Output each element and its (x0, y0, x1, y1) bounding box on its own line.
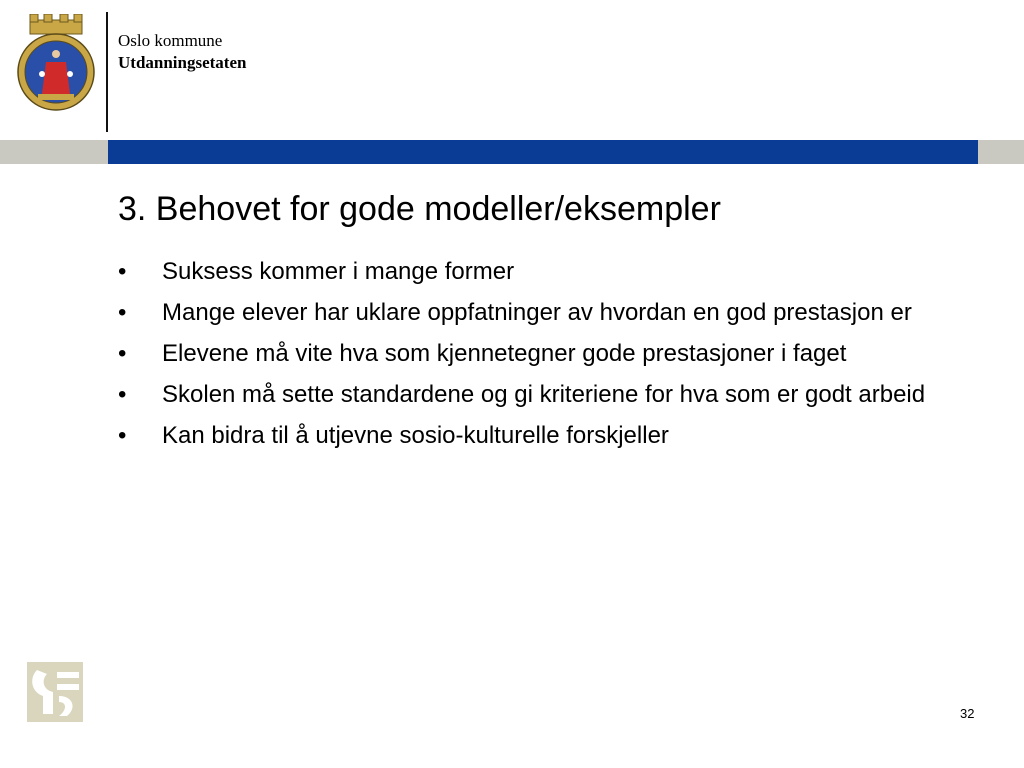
bullet-item (118, 255, 938, 289)
utdanningsetaten-logo-icon (27, 662, 83, 722)
bullet-text: Mange elever har uklare oppfatninger av hvordan en god prestasjon er (162, 299, 912, 326)
bullet-item (118, 419, 938, 453)
bullet-marker: • (118, 340, 127, 367)
bullet-item (118, 337, 938, 371)
bullet-marker: • (118, 258, 127, 285)
organization-name (118, 30, 246, 74)
bullet-text: Skolen må sette standardene og gi kriteriene for hva som er godt arbeid (162, 381, 926, 408)
header-band-blue (108, 140, 978, 164)
bullet-text: Kan bidra til å utjevne sosio-kulturelle forskjeller (162, 422, 669, 449)
header-divider (106, 12, 108, 132)
bullet-marker: • (118, 299, 127, 326)
bullet-list (118, 255, 938, 460)
bullet-text: Elevene må vite hva som kjennetegner gode prestasjoner i faget (162, 340, 847, 367)
bullet-marker: • (118, 422, 127, 449)
bullet-item (118, 296, 938, 330)
bullet-text: Suksess kommer i mange former (162, 258, 515, 285)
org-line-2: Utdanningsetaten (118, 53, 247, 72)
oslo-coat-of-arms-icon (16, 14, 96, 114)
bullet-item (118, 378, 938, 412)
page-number: 32 (960, 706, 975, 721)
org-line-1: Oslo kommune (118, 31, 223, 50)
bullet-marker: • (118, 381, 127, 408)
slide-title: 3. Behovet for gode modeller/eksempler (118, 190, 721, 228)
